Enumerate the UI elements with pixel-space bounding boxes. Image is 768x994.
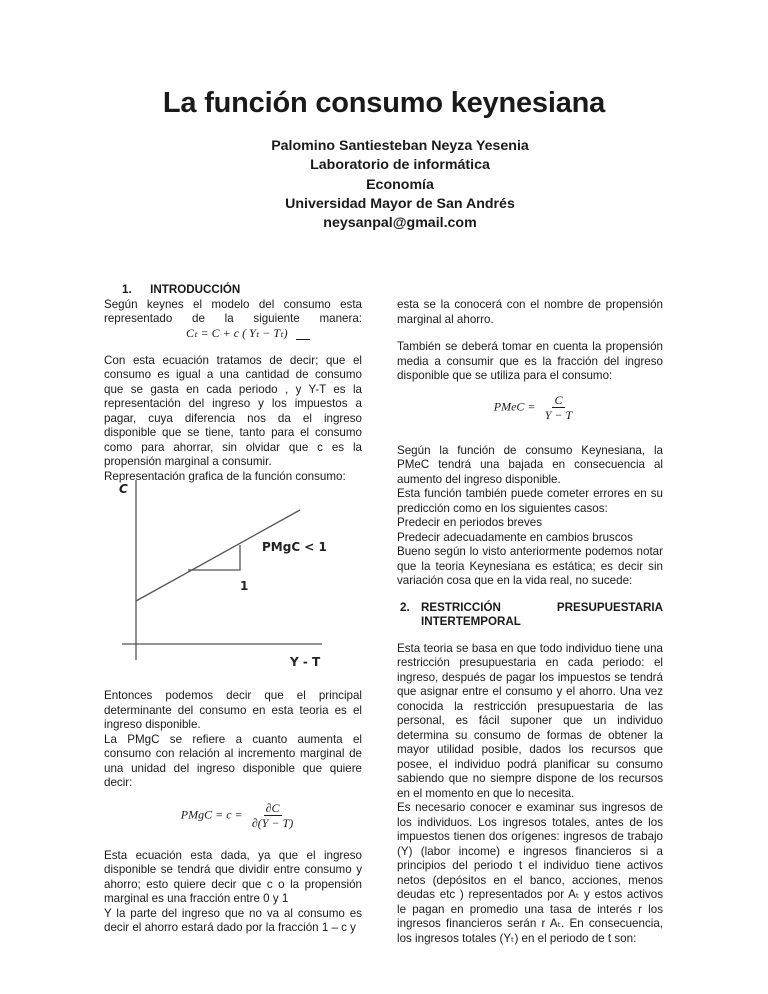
- equation-pmgc: [104, 801, 362, 837]
- section-number: 2.: [400, 600, 410, 614]
- graph-run-label: 1: [240, 579, 249, 593]
- equation-pmgc-lhs: PMgC = c =: [180, 807, 243, 822]
- author-block: [210, 137, 590, 233]
- author-affiliation-dept: Economía: [366, 176, 434, 193]
- left-column-lower: [104, 689, 362, 936]
- author-affiliation-lab: Laboratorio de informática: [310, 157, 490, 174]
- page-title: La función consumo keynesiana: [162, 87, 606, 119]
- paragraph-average-propensity: También se deberá tomar en cuenta la propensión media a consumir que es la fracción del ingreso disponible que se utiliza para el consumo:: [397, 340, 663, 382]
- graph-caption: Representación grafica de la función consumo:: [104, 469, 346, 483]
- right-column: [397, 298, 663, 946]
- paragraph-prediction-errors: Esta función también puede cometer errores en su predicción como en los siguientes casos:: [397, 487, 663, 515]
- equation-pmgc-numerator: ∂C: [265, 800, 280, 815]
- section-title: INTRODUCCIÓN: [150, 283, 241, 296]
- section-title-line-1: RESTRICCIÓN PRESUPUESTARIA: [421, 600, 663, 614]
- author-name: Palomino Santiesteban Neyza Yesenia: [271, 138, 529, 154]
- paragraph-keynesian-pmec: Según la función de consumo Keynesiana, la PMeC tendrá una bajada en consecuencia al aumento del ingreso disponible.: [397, 443, 663, 486]
- equation-pmgc-denominator: ∂(Y − T): [251, 815, 294, 830]
- list-item-case-1: Predecir en periodos breves: [397, 516, 543, 529]
- author-email: neysanpal@gmail.com: [323, 215, 477, 232]
- author-affiliation-university: Universidad Mayor de San Andrés: [285, 195, 515, 212]
- paragraph-saving: Y la parte del ingreso que no va al consumo es decir el ahorro estará dado por la fracción 1 – c y: [104, 906, 362, 934]
- equation-pmec: [397, 393, 663, 429]
- equation-consumption: [104, 327, 362, 342]
- section-number: 1.: [122, 283, 132, 296]
- equation-pmec-numerator: C: [554, 392, 563, 407]
- consumption-function-graph: [104, 470, 364, 680]
- equation-consumption-text: Cₜ = C + c ( Yₜ − Tₜ): [186, 325, 288, 340]
- graph-x-axis-label: Y - T: [290, 655, 321, 669]
- paragraph-fraction-explanation: Esta ecuación esta dada, ya que el ingreso disponible se tendrá que dividir entre consumo y ahorro; esto quiere decir que c o la propensión marginal es una fracción entre 0 y 1: [104, 848, 362, 905]
- paragraph-marginal-saving: esta se la conocerá con el nombre de propensión marginal al ahorro.: [397, 298, 663, 326]
- equation-pmec-fraction: [543, 393, 574, 422]
- equation-pmec-lhs: PMeC =: [493, 399, 536, 414]
- paragraph-static-theory: Bueno según lo visto anteriormente podemos notar que la teoria Keynesiana es estática; es decir sin variación cosa que en la vida real, no sucede:: [397, 545, 663, 587]
- paragraph-equation-explanation: Con esta ecuación tratamos de decir; que el consumo es igual a una cantidad de consumo que se gasta en cada periodo , y Y-T es la representación del ingreso y los impuestos a pagar, cuya diferencia nos da el ingreso disponible que se tiene, tanto para el consumo como para ahorrar, sin olvidar que c es la propensión marginal a consumir.: [104, 353, 362, 468]
- paragraph-principal-determinant: Entonces podemos decir que el principal determinante del consumo en esta teoria es el ingreso disponible.: [104, 689, 362, 731]
- paragraph-pmgc-definition: La PMgC se refiere a cuanto aumenta el consumo con relación al incremento marginal de una unidad del ingreso disponible que quiere decir:: [104, 732, 362, 789]
- intro-line-1: Según keynes el modelo del consumo esta: [104, 297, 362, 311]
- section-heading-introduccion: [104, 283, 362, 298]
- intro-line-2: representado de la siguiente manera:: [104, 312, 362, 325]
- paragraph-total-income: Es necesario conocer e examinar sus ingresos de los individuos. Los ingresos totales, antes de los impuestos tienen dos orígenes: ingresos de trabajo (Y) (labor income) e ingresos financieros si a principios del periodo t el individuo tiene activos netos (depósitos en el banco, acciones, menos deudas etc ) representados por Aₜ y estos activos le pagan en promedio una tasa de interés r los ingresos financieros serán r Aₜ. En consecuencia, los ingresos totales (Yₜ) en el periodo de t son:: [397, 801, 663, 945]
- equation-pmgc-fraction: [250, 801, 295, 830]
- graph-y-axis-label: C: [119, 482, 128, 496]
- paragraph-budget-restriction: Esta teoria se basa en que todo individuo tiene una restricción presupuestaria en cada periodo: el ingreso, después de pagar los impuestos se tendrá que asignar entre el consumo y el ahorro. Una vez conocida la restricción presupuestaria de las personal, es fácil suponer que un individuo determina su consumo de formas de obtener la mayor utilidad posible, dados los recursos que posee, el individuo podrá planificar su consumo sabiendo que no siempre dispone de los recursos en el momento en que lo necesita.: [397, 641, 663, 800]
- graph-slope-label: PMgC < 1: [262, 540, 327, 554]
- equation-pmec-denominator: Y − T: [544, 407, 573, 422]
- consumption-line: [136, 510, 300, 601]
- section-heading-restriccion: [397, 601, 663, 630]
- left-column: [104, 283, 362, 484]
- section-title-line-2: INTERTEMPORAL: [421, 615, 521, 628]
- list-item-case-2: Predecir adecuadamente en cambios bruscos: [397, 530, 633, 544]
- equation-underline-mark: [296, 339, 310, 340]
